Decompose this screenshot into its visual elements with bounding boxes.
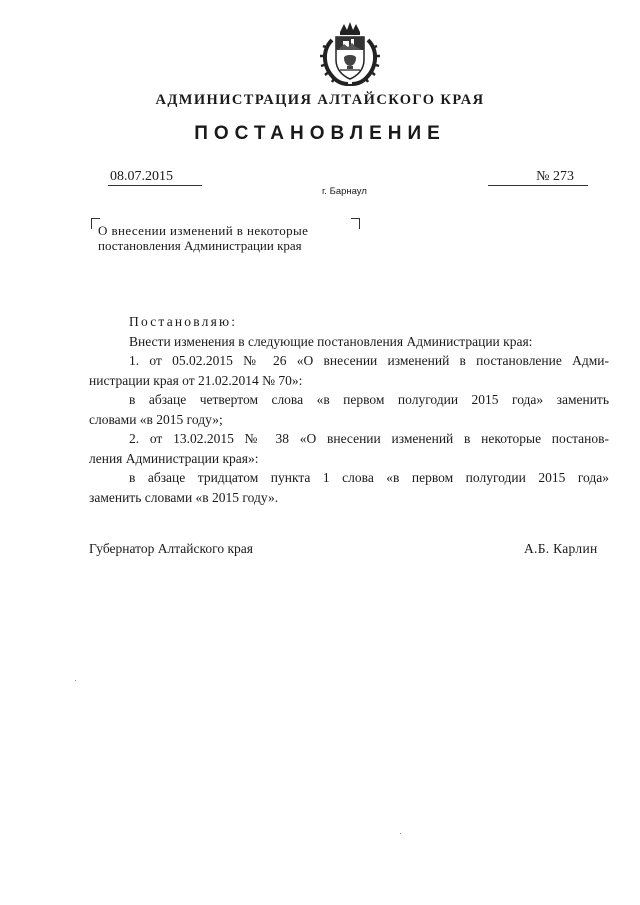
document-type-title: ПОСТАНОВЛЕНИЕ [194, 123, 446, 144]
paragraph-item-2-change-line-2: заменить словами «в 2015 году». [89, 489, 279, 505]
subject-line-2: постановления Администрации края [98, 238, 302, 253]
decree-word: Постановляю: [129, 314, 238, 329]
scan-speck [400, 833, 401, 834]
scan-speck [75, 680, 76, 681]
organization-title: АДМИНИСТРАЦИЯ АЛТАЙСКОГО КРАЯ [155, 92, 485, 108]
paragraph-intro: Внести изменения в следующие постановления Администрации края: [129, 333, 533, 349]
signer-position: Губернатор Алтайского края [89, 541, 253, 556]
document-subject [98, 223, 368, 253]
subject-line-1: О внесении изменений в некоторые [98, 223, 309, 238]
document-body [89, 312, 609, 507]
coat-of-arms-emblem [318, 20, 382, 90]
paragraph-item-1-change-line-1: в абзаце четвертом слова «в первом полугодии 2015 года» заменить [129, 392, 609, 407]
document-date: 08.07.2015 [108, 169, 202, 186]
paragraph-item-2-change-line-1: в абзаце тридцатом пункта 1 слова «в первом полугодии 2015 года» [129, 470, 609, 485]
document-number: № 273 [488, 169, 588, 186]
signer-name: А.Б. Карлин [524, 541, 598, 556]
paragraph-item-1-line-1: 1. от 05.02.2015 № 26 «О внесении изменений в постановление Адми- [129, 353, 609, 368]
document-city: г. Барнаул [322, 186, 367, 197]
paragraph-item-2-line-1: 2. от 13.02.2015 № 38 «О внесении изменений в некоторые постанов- [129, 431, 609, 446]
paragraph-item-1-line-2: нистрации края от 21.02.2014 № 70»: [89, 372, 303, 388]
paragraph-item-2-line-2: ления Администрации края»: [89, 450, 259, 466]
paragraph-item-1-change-line-2: словами «в 2015 году»; [89, 411, 223, 427]
